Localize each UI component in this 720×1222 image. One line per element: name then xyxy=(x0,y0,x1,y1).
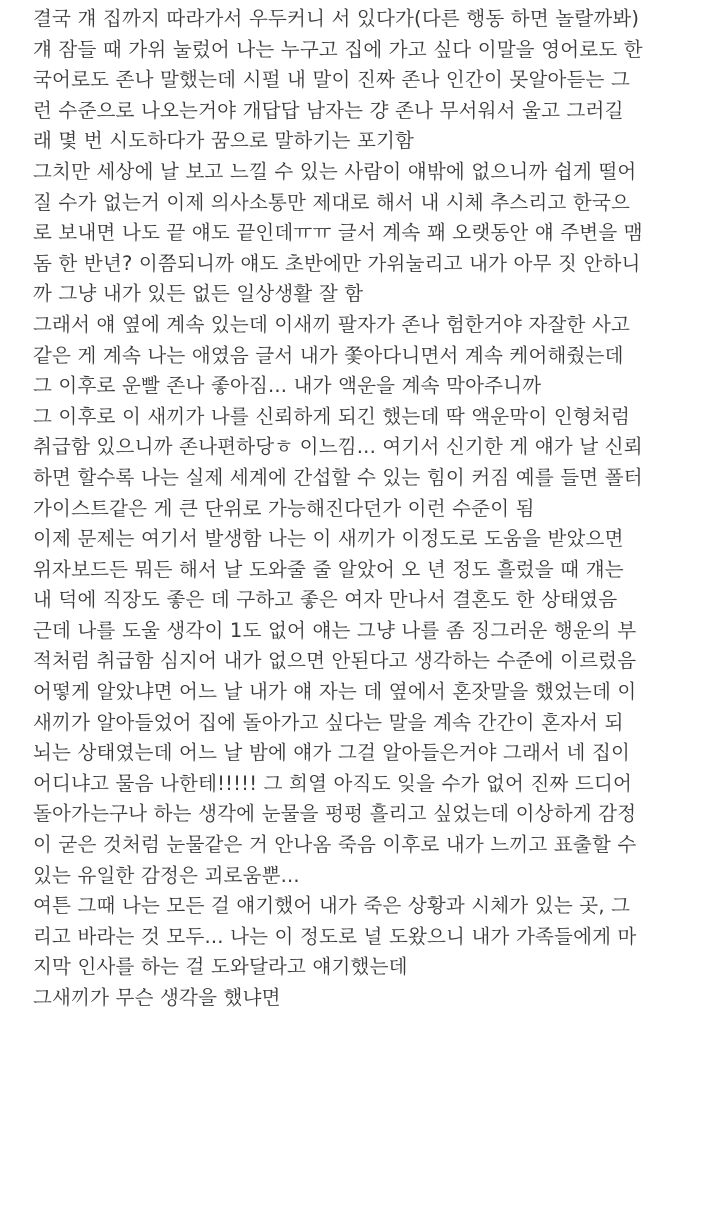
post-line: 래 몇 번 시도하다가 꿈으로 말하기는 포기함 xyxy=(33,129,415,153)
post-line: 적처럼 취급함 심지어 내가 없으면 안된다고 생각하는 수준에 이르렀음 xyxy=(33,649,637,673)
post-line: 걔 잠들 때 가위 눌렀어 나는 누구고 집에 가고 싶다 이말을 영어로도 한 xyxy=(33,37,643,61)
post-line: 뇌는 상태였는데 어느 날 밤에 얘가 그걸 알아들은거야 그래서 네 집이 xyxy=(33,741,631,765)
post-line: 어디냐고 물음 나한테!!!!! 그 희열 아직도 잊을 수가 없어 진짜 드디어 xyxy=(33,771,633,795)
post-line: 내 덕에 직장도 좋은 데 구하고 좋은 여자 만나서 결혼도 한 상태였음 xyxy=(33,588,618,612)
post-line: 로 보내면 나도 끝 얘도 끝인데ㅠㅠ 글서 계속 꽤 오랫동안 얘 주변을 맴 xyxy=(33,221,643,245)
post-line: 지막 인사를 하는 걸 도와달라고 얘기했는데 xyxy=(33,955,408,979)
post-line: 취급함 있으니까 존나편하당ㅎ 이느낌... 여기서 신기한 게 얘가 날 신뢰 xyxy=(33,435,643,459)
post-line: 하면 할수록 나는 실제 세계에 간섭할 수 있는 힘이 커짐 예를 들면 폴터 xyxy=(33,465,643,489)
post-line: 까 그냥 내가 있든 없든 일상생활 잘 함 xyxy=(33,282,364,306)
post-line: 그래서 얘 옆에 계속 있는데 이새끼 팔자가 존나 험한거야 자잘한 사고 xyxy=(33,312,631,336)
post-line: 국어로도 존나 말했는데 시펄 내 말이 진짜 존나 인간이 못알아듣는 그 xyxy=(33,68,631,92)
post-line: 근데 나를 도울 생각이 1도 없어 얘는 그냥 나를 좀 징그러운 행운의 부 xyxy=(33,618,637,642)
post-line: 돌아가는구나 하는 생각에 눈물을 펑펑 흘리고 싶었는데 이상하게 감정 xyxy=(33,802,637,826)
post-line: 여튼 그때 나는 모든 걸 얘기했어 내가 죽은 상황과 시체가 있는 곳, 그 xyxy=(33,894,631,918)
post-line: 새끼가 알아들었어 집에 돌아가고 싶다는 말을 계속 간간이 혼자서 되 xyxy=(33,710,624,734)
post-line: 리고 바라는 것 모두... 나는 이 정도로 널 도왔으니 내가 가족들에게 마 xyxy=(33,924,637,948)
post-line: 있는 유일한 감정은 괴로움뿐... xyxy=(33,863,300,887)
post-line: 이 굳은 것처럼 눈물같은 거 안나옴 죽음 이후로 내가 느끼고 표출할 수 xyxy=(33,833,637,857)
post-line: 런 수준으로 나오는거야 개답답 남자는 걍 존나 무서워서 울고 그러길 xyxy=(33,98,624,122)
post-line: 그새끼가 무슨 생각을 했냐면 xyxy=(33,986,281,1009)
post-line: 결국 걔 집까지 따라가서 우두커니 서 있다가(다른 행동 하면 놀랄까봐) xyxy=(33,7,640,30)
post-line: 돔 한 반년? 이쯤되니까 얘도 초반에만 가위눌리고 내가 아무 짓 안하니 xyxy=(33,251,641,275)
post-line: 그 이후로 이 새끼가 나를 신뢰하게 되긴 했는데 딱 액운막이 인형처럼 xyxy=(33,404,631,428)
post-line: 가이스트같은 게 큰 단위로 가능해진다던가 이런 수준이 됨 xyxy=(33,496,535,520)
post-line: 같은 게 계속 나는 애였음 글서 내가 쫓아다니면서 계속 케어해줬는데 xyxy=(33,343,624,367)
post-line: 그 이후로 운빨 존나 좋아짐... 내가 액운을 계속 막아주니까 xyxy=(33,374,542,398)
post-line: 어떻게 알았냐면 어느 날 내가 얘 자는 데 옆에서 혼잣말을 했었는데 이 xyxy=(33,680,637,704)
post-line: 위자보드든 뭐든 해서 날 도와줄 줄 알았어 오 년 정도 흘렀을 때 걔는 xyxy=(33,557,624,581)
post-line: 질 수가 없는거 이제 의사소통만 제대로 해서 내 시체 추스리고 한국으 xyxy=(33,190,631,214)
post-line: 이제 문제는 여기서 발생함 나는 이 새끼가 이정도로 도움을 받았으면 xyxy=(33,527,624,551)
post-line: 그치만 세상에 날 보고 느낄 수 있는 사람이 얘밖에 없으니까 쉽게 떨어 xyxy=(33,159,637,183)
